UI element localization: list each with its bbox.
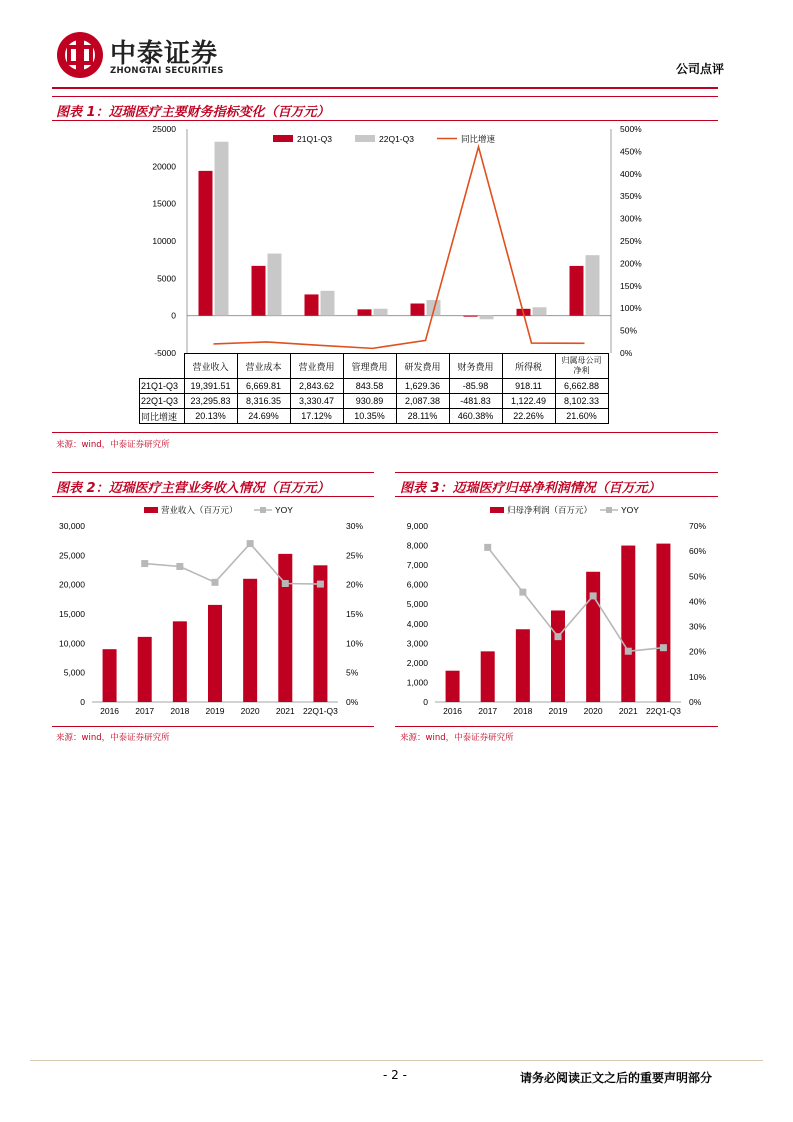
footer-disclaimer: 请务必阅读正文之后的重要声明部分 (520, 1071, 713, 1085)
fig3-y2-tick-label: 60% (689, 546, 707, 557)
fig2-x-tick-label: 2017 (135, 706, 155, 716)
fig1-table-col-header (502, 354, 555, 379)
fig3-y2-tick-label: 30% (689, 621, 707, 632)
fig1-table-col-header (343, 354, 396, 379)
fig2-yoy-line (145, 544, 321, 584)
fig1-table-row (140, 379, 609, 394)
fig1-source: 来源：wind，中泰证券研究所 (56, 440, 170, 450)
fig2-y-tick-label: 20,000 (59, 579, 85, 590)
fig3-legend-swatch (490, 507, 504, 513)
fig3-y-tick-label: 8,000 (406, 540, 428, 551)
fig1-table-cell: 1,122.49 (502, 394, 555, 409)
fig3-y2-tick-label: 50% (689, 571, 707, 582)
fig2-title-rule (52, 496, 374, 497)
fig1-table-col-header (396, 354, 449, 379)
fig2-bar (138, 637, 152, 702)
fig1-table-cell: 8,102.33 (555, 394, 608, 409)
fig2-x-tick-label: 2020 (240, 706, 260, 716)
fig3-x-tick-label: 2017 (478, 706, 498, 716)
fig2-bar (103, 649, 117, 702)
fig2-x-tick-label: 2018 (170, 706, 190, 716)
fig1-y2-tick-label: 250% (620, 236, 642, 246)
fig1-table-cell: 10.35% (343, 409, 396, 424)
fig1-bar (358, 309, 372, 315)
fig2-y2-tick-label: 20% (346, 579, 364, 590)
fig3-legend-label: YOY (621, 505, 639, 515)
fig3-bar (481, 651, 495, 702)
fig1-table-cell: 21.60% (555, 409, 608, 424)
fig1-table-cell: 19,391.51 (184, 379, 237, 394)
fig1-y2-tick-label: 150% (620, 280, 642, 291)
fig1-bar (215, 142, 229, 316)
fig2-legend-swatch (144, 507, 158, 513)
fig1-table-col-label: 所得税 (514, 361, 542, 372)
fig1-bar (533, 307, 547, 315)
fig1-bottom-rule (52, 432, 718, 433)
fig3-yoy-marker (555, 633, 562, 640)
fig3-bar (551, 610, 565, 702)
fig2-yoy-marker (247, 540, 254, 547)
fig1-y-tick-label: 0 (171, 310, 176, 321)
fig1-table-cell: 6,662.88 (555, 379, 608, 394)
fig1-table-col-header (449, 354, 502, 379)
fig2-x-tick-label: 22Q1-Q3 (302, 706, 338, 716)
fig2-bar (208, 605, 222, 702)
fig3-x-tick-label: 22Q1-Q3 (645, 706, 681, 716)
fig1-title: 图表 1：迈瑞医疗主要财务指标变化（百万元） (56, 105, 330, 120)
fig3-y2-tick-label: 20% (689, 646, 707, 657)
fig1-table-row-label: 同比增速 (140, 409, 185, 424)
fig3-title-rule (395, 496, 718, 497)
fig3-y-tick-label: 1,000 (406, 677, 428, 688)
fig2-yoy-marker (317, 581, 324, 588)
fig3-y-tick-label: 9,000 (406, 521, 428, 531)
fig3-bar (516, 629, 530, 702)
fig2-yoy-marker (141, 560, 148, 567)
fig2-y-tick-label: 30,000 (59, 521, 85, 531)
fig3-y2-tick-label: 40% (689, 596, 707, 607)
fig1-y2-tick-label: 350% (620, 191, 642, 202)
fig3-x-tick-label: 2019 (548, 706, 568, 716)
fig2-legend-label: 营业收入（百万元） (161, 505, 238, 515)
fig1-table-cell: 20.13% (184, 409, 237, 424)
fig1-table-col-label: 营业收入 (192, 361, 229, 372)
fig3-top-rule (395, 472, 718, 473)
fig2-x-tick-label: 2019 (205, 706, 225, 716)
fig1-table-col-label: 营业费用 (298, 361, 335, 372)
fig2-legend-marker (260, 507, 266, 513)
fig1-y-tick-label: 25000 (152, 124, 176, 134)
fig3-yoy-marker (590, 592, 597, 599)
fig2-y2-tick-label: 0% (346, 697, 359, 707)
fig2-source: 来源：wind，中泰证券研究所 (56, 733, 170, 743)
fig1-table-cell: 1,629.36 (396, 379, 449, 394)
fig1-table-col-label: 管理费用 (351, 361, 388, 372)
fig2-y-tick-label: 10,000 (59, 638, 85, 649)
fig1-table-row-label: 22Q1-Q3 (140, 394, 185, 409)
fig3-y-tick-label: 5,000 (406, 599, 428, 610)
fig1-yoy-line (214, 147, 585, 349)
fig1-table-cell: 23,295.83 (184, 394, 237, 409)
fig2-y-tick-label: 25,000 (59, 550, 85, 561)
fig1-bar (305, 294, 319, 315)
fig1-bar (321, 291, 335, 316)
fig3-source: 来源：wind，中泰证券研究所 (400, 733, 514, 743)
fig1-bar (464, 316, 478, 317)
fig1-table-cell: 918.11 (502, 379, 555, 394)
fig3-title: 图表 3：迈瑞医疗归母净利润情况（百万元） (400, 481, 661, 496)
fig1-bar (411, 304, 425, 316)
fig3-yoy-marker (660, 644, 667, 651)
fig3-bottom-rule (395, 726, 718, 727)
fig2-legend-label: YOY (275, 505, 293, 515)
fig1-y2-tick-label: 300% (620, 213, 642, 224)
fig1-bar (480, 316, 494, 320)
fig1-legend-label: 22Q1-Q3 (379, 134, 414, 144)
fig3-yoy-marker (625, 648, 632, 655)
fig1-y-tick-label: -5000 (154, 348, 176, 358)
fig3-legend-label: 归母净利润（百万元） (507, 505, 593, 515)
fig1-legend-swatch (273, 135, 293, 142)
fig1-y2-tick-label: 400% (620, 168, 642, 179)
fig2-chart (52, 498, 374, 724)
fig3-x-tick-label: 2020 (583, 706, 603, 716)
fig2-y2-tick-label: 15% (346, 609, 364, 619)
page-number: - 2 - (383, 1068, 407, 1082)
fig1-table-cell: 28.11% (396, 409, 449, 424)
fig1-y2-tick-label: 500% (620, 124, 642, 134)
fig2-bar (278, 554, 292, 702)
fig3-y-tick-label: 0 (423, 697, 428, 707)
fig2-y2-tick-label: 5% (346, 667, 359, 678)
fig2-y2-tick-label: 25% (346, 550, 364, 561)
fig1-table-col-label: 营业成本 (245, 361, 282, 372)
fig1-legend-swatch (355, 135, 375, 142)
fig2-y-tick-label: 0 (80, 697, 85, 707)
fig1-table-cell: 460.38% (449, 409, 502, 424)
fig2-x-tick-label: 2016 (100, 706, 120, 716)
fig1-legend-label: 21Q1-Q3 (297, 134, 332, 144)
fig1-table-col-header (237, 354, 290, 379)
fig2-top-rule (52, 472, 374, 473)
company-name-en: ZHONGTAI SECURITIES (110, 66, 224, 76)
fig1-table-cell: -85.98 (449, 379, 502, 394)
fig1-table-cell: 17.12% (290, 409, 343, 424)
fig1-bar (374, 309, 388, 316)
fig3-y-tick-label: 7,000 (406, 560, 428, 571)
fig3-legend-marker (606, 507, 612, 513)
fig3-y2-tick-label: 70% (689, 521, 707, 531)
fig1-table-col-label: 财务费用 (457, 361, 494, 372)
fig2-yoy-marker (212, 579, 219, 586)
fig2-yoy-marker (282, 580, 289, 587)
fig1-bar (252, 266, 266, 316)
fig1-table-cell: 6,669.81 (237, 379, 290, 394)
fig1-y2-tick-label: 50% (620, 325, 638, 336)
fig3-x-tick-label: 2018 (513, 706, 533, 716)
fig3-x-tick-label: 2016 (443, 706, 463, 716)
fig1-bar (570, 266, 584, 316)
fig3-yoy-line (488, 547, 664, 651)
fig2-x-tick-label: 2021 (275, 706, 295, 716)
fig1-bar (586, 255, 600, 315)
fig1-y2-tick-label: 100% (620, 303, 642, 314)
fig1-bar (199, 171, 213, 316)
fig1-y-tick-label: 15000 (152, 198, 176, 209)
fig1-bar (268, 254, 282, 316)
fig1-table-row (140, 394, 609, 409)
fig1-table-col-label: 研发费用 (404, 361, 441, 372)
fig1-chart (0, 0, 793, 380)
fig1-y-tick-label: 5000 (157, 273, 176, 284)
fig1-table-cell: -481.83 (449, 394, 502, 409)
fig1-table-cell: 22.26% (502, 409, 555, 424)
fig1-y2-tick-label: 450% (620, 146, 642, 157)
fig3-yoy-marker (519, 589, 526, 596)
fig1-table-row-label: 21Q1-Q3 (140, 379, 185, 394)
fig3-y-tick-label: 6,000 (406, 579, 428, 590)
fig3-y-tick-label: 3,000 (406, 638, 428, 649)
fig1-table-cell: 2,843.62 (290, 379, 343, 394)
fig2-y-tick-label: 15,000 (59, 609, 85, 619)
fig1-y-tick-label: 10000 (152, 236, 176, 246)
fig3-y2-tick-label: 0% (689, 697, 702, 707)
fig3-bar (446, 671, 460, 702)
fig1-table-cell: 24.69% (237, 409, 290, 424)
fig2-bar (173, 621, 187, 702)
fig2-y-tick-label: 5,000 (63, 667, 85, 678)
fig2-y2-tick-label: 10% (346, 638, 364, 649)
fig1-table-row (140, 409, 609, 424)
fig1-table-col-header (184, 354, 237, 379)
fig2-bar (243, 579, 257, 702)
fig1-table-cell: 930.89 (343, 394, 396, 409)
fig2-y2-tick-label: 30% (346, 521, 364, 531)
fig3-x-tick-label: 2021 (618, 706, 638, 716)
doc-type: 公司点评 (676, 62, 725, 76)
fig3-chart (395, 498, 718, 724)
fig1-table-corner (140, 354, 185, 379)
fig2-bottom-rule (52, 726, 374, 727)
fig1-table-cell: 843.58 (343, 379, 396, 394)
fig1-data-table (139, 353, 609, 424)
fig1-table-col-header (290, 354, 343, 379)
fig3-bar (621, 546, 635, 702)
fig1-table-cell: 8,316.35 (237, 394, 290, 409)
fig3-bar (586, 572, 600, 702)
fig2-yoy-marker (176, 563, 183, 570)
footer-rule (30, 1060, 763, 1061)
fig1-y2-tick-label: 0% (620, 348, 633, 358)
fig2-title: 图表 2：迈瑞医疗主营业务收入情况（百万元） (56, 481, 330, 496)
fig3-yoy-marker (484, 544, 491, 551)
fig3-bar (656, 544, 670, 702)
fig1-table-cell: 2,087.38 (396, 394, 449, 409)
company-name-cn: 中泰证券 (110, 39, 219, 69)
fig3-y2-tick-label: 10% (689, 671, 707, 682)
fig1-table-header-row (140, 354, 609, 379)
fig1-table-col-label: 归属母公司 净利 (561, 356, 602, 375)
fig1-y-tick-label: 20000 (152, 161, 176, 172)
fig1-legend-label: 同比增速 (461, 134, 496, 144)
fig1-table-cell: 3,330.47 (290, 394, 343, 409)
fig3-y-tick-label: 4,000 (406, 618, 428, 629)
fig1-table-col-header (555, 354, 608, 379)
fig3-y-tick-label: 2,000 (406, 657, 428, 668)
fig1-y2-tick-label: 200% (620, 258, 642, 269)
